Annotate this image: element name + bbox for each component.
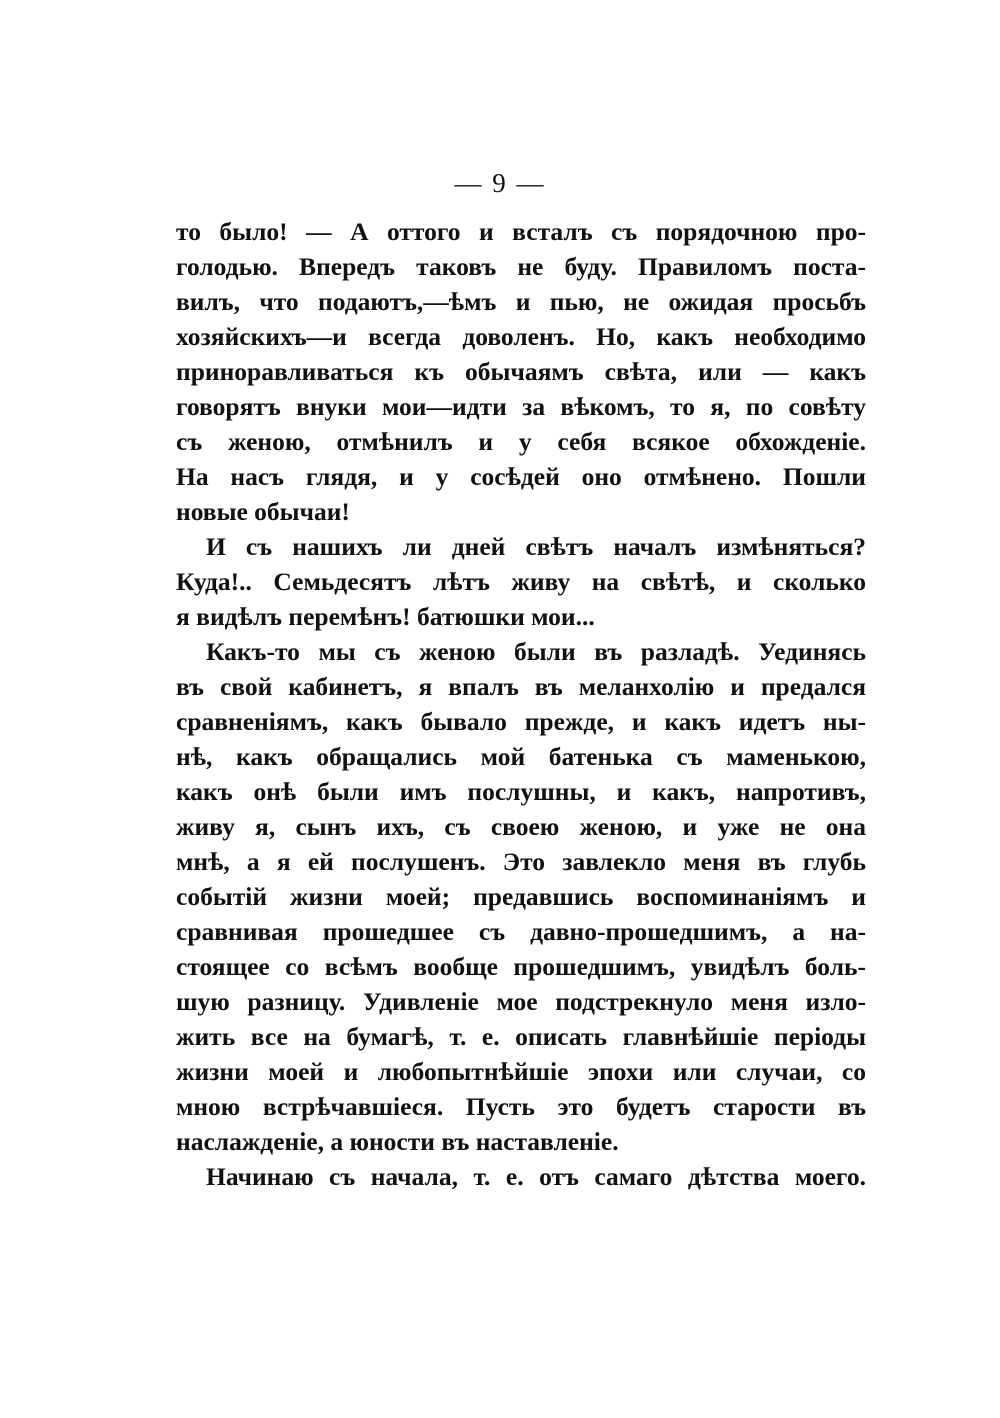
text-line: наслажденіе, а юности въ наставленіе. xyxy=(176,1127,619,1156)
text-line: Начинаю съ начала, т. е. отъ самаго дѣтства моего. xyxy=(206,1162,866,1191)
text-line: вилъ, что подаютъ,—ѣмъ и пью, не ожидая просьбъ xyxy=(176,287,866,316)
text-line: приноравливаться къ обычаямъ свѣта, или — какъ xyxy=(176,357,866,386)
paragraph xyxy=(176,529,866,634)
text-line: жить все на бумагѣ, т. е. описать главнѣйшіе періоды xyxy=(176,1022,866,1051)
text-line: И съ нашихъ ли дней свѣтъ началъ измѣняться? xyxy=(206,532,866,561)
text-line: событій жизни моей; предавшись воспоминаніямъ и xyxy=(176,882,866,911)
text-line: На насъ глядя, и у сосѣдей оно отмѣнено. Пошли xyxy=(176,462,866,491)
paragraph xyxy=(176,1159,866,1194)
paragraph xyxy=(176,634,866,1159)
text-line: говорятъ внуки мои—идти за вѣкомъ, то я, по совѣту xyxy=(176,392,866,421)
text-line: мнѣ, а я ей послушенъ. Это завлекло меня въ глубь xyxy=(176,847,866,876)
text-line: стоящее со всѣмъ вообще прошедшимъ, увидѣлъ боль- xyxy=(176,952,866,981)
text-line: мною встрѣчавшіеся. Пусть это будетъ старости въ xyxy=(176,1092,866,1121)
text-line: живу я, сынъ ихъ, съ своею женою, и уже не она xyxy=(176,812,866,841)
text-line: въ свой кабинетъ, я впалъ въ меланхолію и предался xyxy=(176,672,866,701)
page-number: — 9 — xyxy=(454,168,546,198)
text-line: Какъ-то мы съ женою были въ разладѣ. Уединясь xyxy=(206,637,866,666)
text-line: я видѣлъ перемѣнъ! батюшки мои... xyxy=(176,602,595,631)
text-line: сравненіямъ, какъ бывало прежде, и какъ идетъ ны- xyxy=(176,707,866,736)
text-line: съ женою, отмѣнилъ и у себя всякое обхожденіе. xyxy=(176,427,866,456)
text-line: голодью. Впередъ таковъ не буду. Правиломъ поста- xyxy=(176,252,866,281)
text-line: какъ онѣ были имъ послушны, и какъ, напротивъ, xyxy=(176,777,866,806)
paragraph xyxy=(176,214,866,529)
text-line: хозяйскихъ—и всегда доволенъ. Но, какъ необходимо xyxy=(176,322,866,351)
text-line: нѣ, какъ обращались мой батенька съ маменькою, xyxy=(176,742,866,771)
text-line: шую разницу. Удивленіе мое подстрекнуло меня изло- xyxy=(176,987,866,1016)
text-line: сравнивая прошедшее съ давно-прошедшимъ, а на- xyxy=(176,917,866,946)
text-line: жизни моей и любопытнѣйшіе эпохи или случаи, со xyxy=(176,1057,866,1086)
text-line: Куда!.. Семьдесятъ лѣтъ живу на свѣтѣ, и сколько xyxy=(176,567,866,596)
text-line: то было! — А оттого и всталъ съ порядочною про- xyxy=(176,217,866,246)
body-text xyxy=(176,214,866,1194)
text-line: новые обычаи! xyxy=(176,497,350,526)
